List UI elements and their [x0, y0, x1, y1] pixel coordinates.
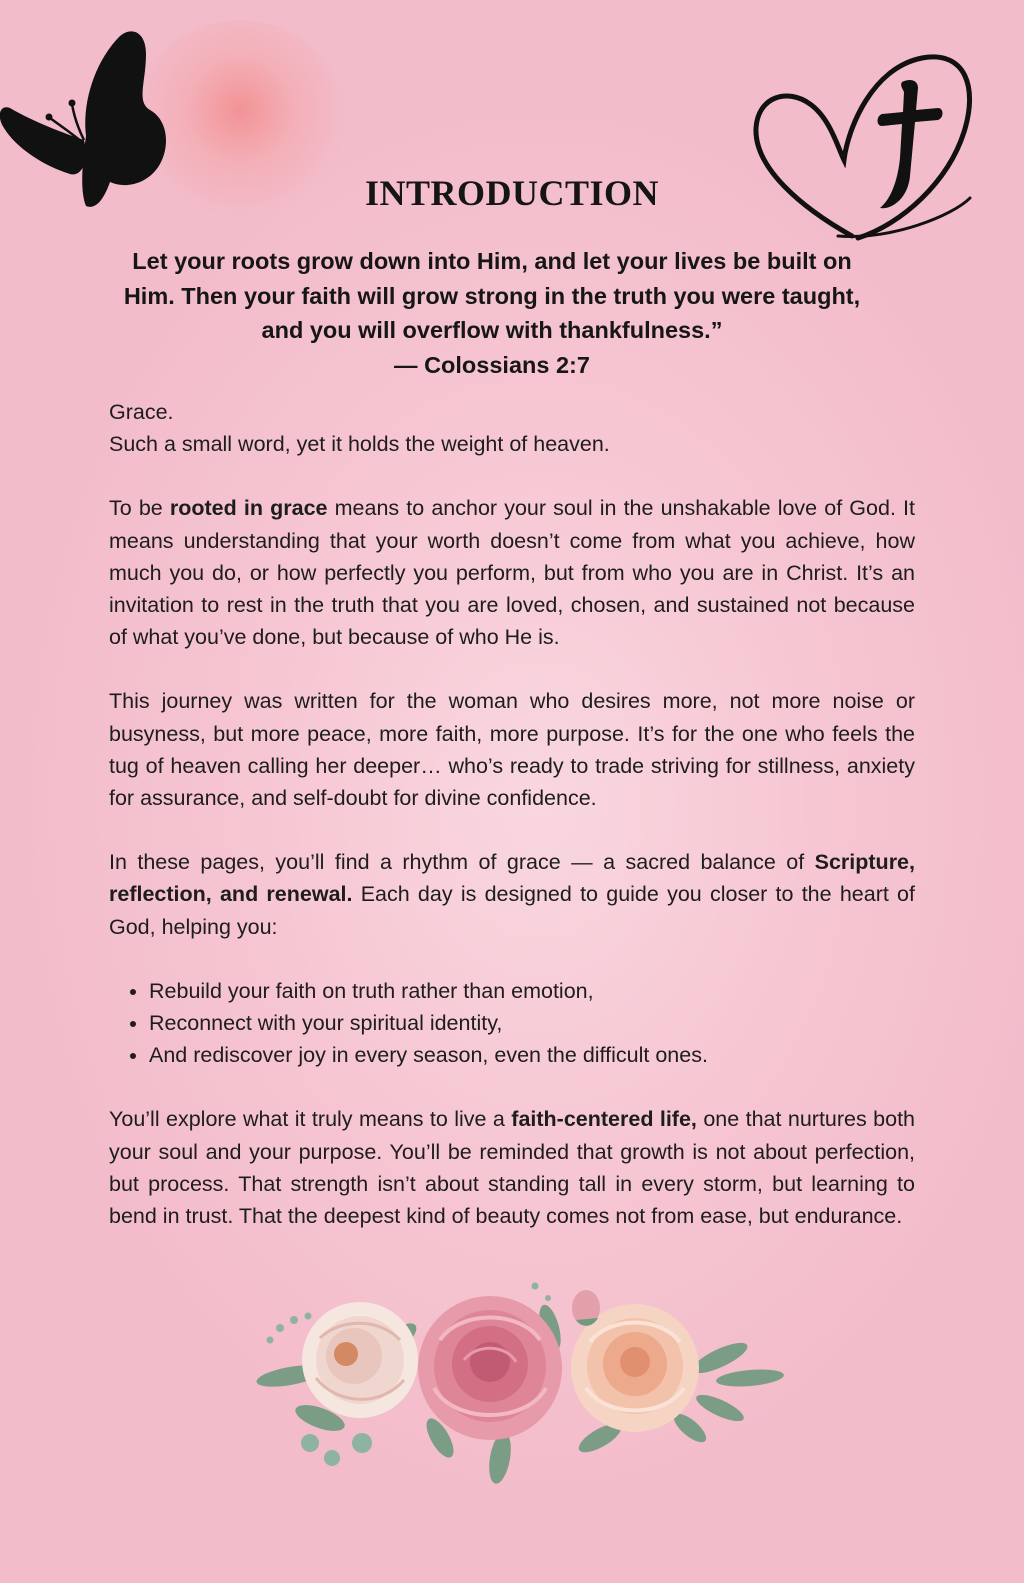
paragraph-rooted-in-grace	[109, 492, 915, 653]
paragraph-faith-centered	[109, 1103, 915, 1232]
text-run: one that nurtures both your soul and your purpose. You’ll be reminded that growth is not about perfection, but process. That strength isn’t about standing tall in every storm, but learning to bend in trust. That the deepest kind of beauty comes not from ease, but endurance.	[109, 1107, 915, 1229]
text-run: You’ll explore what it truly means to live a	[109, 1107, 512, 1132]
rose-bouquet-icon	[250, 1268, 795, 1493]
list-item: • Reconnect with your spiritual identity,	[149, 1007, 915, 1039]
text-run: To be	[109, 496, 170, 521]
text-run: In these pages, you’ll find a rhythm of grace — a sacred balance of	[109, 850, 815, 875]
bold-phrase: rooted in grace	[169, 496, 328, 521]
bold-phrase: Scripture, reflection, and renewal.	[109, 850, 915, 907]
scripture-quote	[112, 244, 872, 382]
text-run: Each day is designed to guide you closer to the heart of God, helping you:	[109, 882, 915, 939]
helping-list	[109, 975, 915, 1072]
page-title: INTRODUCTION	[364, 173, 660, 213]
intro-paragraph	[109, 396, 915, 460]
list-item: • And rediscover joy in every season, even the difficult ones.	[149, 1039, 915, 1071]
body-content	[109, 396, 915, 1264]
verse-text: Let your roots grow down into Him, and let your lives be built on Him. Then your faith will grow strong in the truth you were taught, and you will overflow with thankfulness.”	[123, 248, 861, 343]
verse-reference: — Colossians 2:7	[394, 351, 590, 378]
paragraph-rhythm	[109, 846, 915, 943]
bold-phrase: faith-centered life,	[511, 1107, 697, 1132]
heart-cross-icon	[752, 48, 992, 248]
paragraph-journey: This journey was written for the woman who desires more, not more noise or busyness, but more peace, more faith, more purpose. It’s for the one who feels the tug of heaven calling her deeper… who’s ready to trade striving for stillness, anxiety for assurance, and self-doubt for divine confidence.	[109, 689, 915, 811]
text-run: means to anchor your soul in the unshakable love of God. It means understanding that your worth doesn’t come from what you achieve, how much you do, or how perfectly you perform, but from who you are in Christ. It’s an invitation to rest in the truth that you are loved, chosen, and sustained not because of what you’ve done, but because of who He is.	[109, 496, 915, 650]
intro-line-2: Such a small word, yet it holds the weight of heaven.	[109, 432, 610, 457]
intro-line-1: Grace.	[109, 400, 174, 424]
list-item: • Rebuild your faith on truth rather than emotion,	[149, 975, 915, 1007]
